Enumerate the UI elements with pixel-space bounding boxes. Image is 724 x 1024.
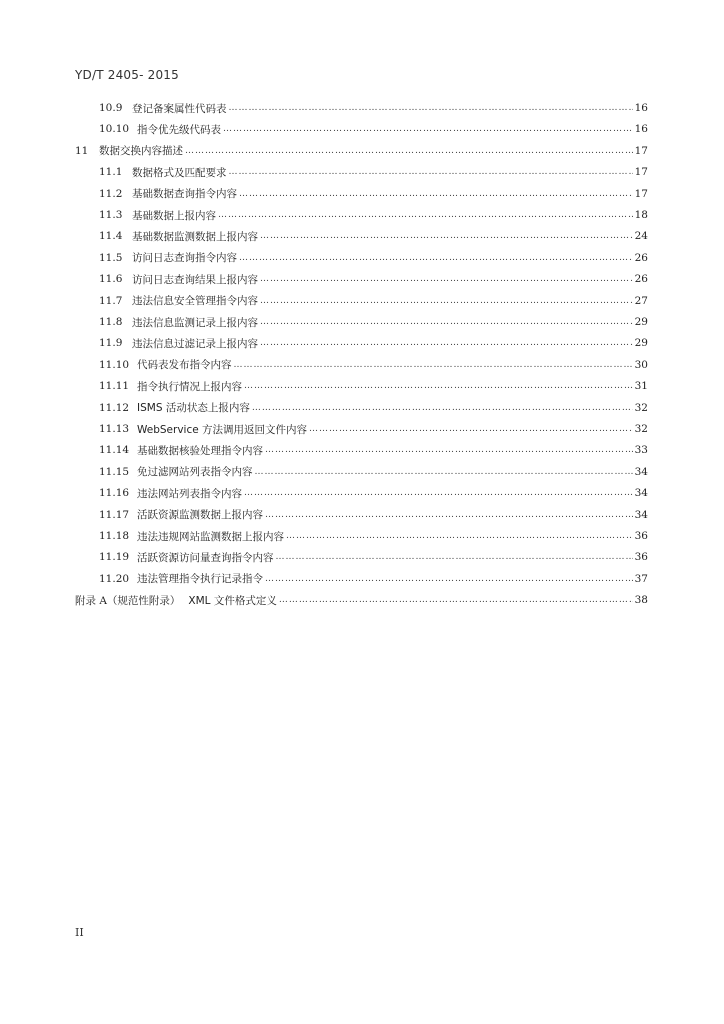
toc-entry-number: 11.14 [99, 444, 130, 457]
toc-entry-number: 11.16 [99, 487, 130, 500]
toc-dot-leader [223, 124, 633, 134]
toc-entry-page: 16 [634, 123, 648, 136]
toc-entry-title: 违法信息安全管理指令内容 [132, 295, 258, 308]
toc-dot-leader [185, 146, 633, 156]
toc-entry-number: 11 [75, 144, 89, 157]
toc-entry-title: 违法信息监测记录上报内容 [132, 316, 258, 329]
toc-entry-title: 数据交换内容描述 [99, 145, 183, 158]
toc-entry[interactable] [99, 526, 648, 546]
document-id-header: YD/T 2405- 2015 [75, 68, 179, 82]
toc-entry-number: 11.2 [99, 187, 123, 200]
toc-dot-leader [244, 488, 633, 498]
toc-entry-number: 11.4 [99, 230, 123, 243]
toc-dot-leader [309, 424, 633, 434]
toc-entry-page: 27 [634, 294, 648, 307]
toc-entry-title: ISMS 活动状态上报内容 [137, 402, 250, 415]
toc-entry-number: 11.11 [99, 380, 130, 393]
toc-entry[interactable] [99, 98, 648, 118]
toc-entry-page: 38 [634, 594, 648, 607]
toc-dot-leader [239, 189, 633, 199]
page-number-footer: II [75, 926, 84, 939]
toc-entry-page: 34 [634, 508, 648, 521]
toc-entry-number: 附录 A（规范性附录） [75, 594, 181, 607]
toc-entry-title: 基础数据上报内容 [132, 209, 216, 222]
toc-dot-leader [244, 381, 633, 391]
toc-entry-number: 11.1 [99, 166, 123, 179]
toc-entry-number: 11.10 [99, 358, 130, 371]
toc-dot-leader [252, 403, 633, 413]
toc-entry-title: 登记备案属性代码表 [132, 102, 227, 115]
toc-entry-page: 36 [634, 530, 648, 542]
toc-entry-title: 违法违规网站监测数据上报内容 [137, 530, 284, 543]
toc-entry[interactable] [99, 269, 648, 289]
toc-entry-title: 基础数据核验处理指令内容 [137, 444, 263, 457]
toc-entry-number: 11.13 [99, 423, 130, 435]
toc-entry-page: 29 [634, 316, 648, 328]
toc-entry-number: 10.9 [99, 102, 123, 114]
toc-dot-leader [276, 552, 633, 562]
toc-entry-number: 11.20 [99, 572, 130, 585]
toc-entry-page: 32 [634, 401, 648, 414]
toc-entry-title: XML 文件格式定义 [188, 594, 277, 607]
toc-entry-page: 32 [634, 423, 648, 435]
toc-entry[interactable] [99, 505, 648, 525]
toc-entry-page: 34 [634, 487, 648, 500]
toc-entry[interactable] [99, 419, 648, 439]
toc-entry[interactable] [99, 440, 648, 460]
toc-entry-number: 11.9 [99, 337, 123, 350]
toc-entry-page: 31 [634, 380, 648, 393]
toc-entry-title: 指令执行情况上报内容 [137, 380, 242, 393]
toc-dot-leader [286, 531, 633, 541]
toc-entry-page: 24 [634, 230, 648, 243]
toc-dot-leader [279, 595, 633, 605]
toc-dot-leader [218, 210, 633, 220]
toc-entry-number: 11.7 [99, 294, 123, 307]
toc-entry-title: 活跃资源监测数据上报内容 [137, 509, 263, 522]
toc-entry[interactable] [75, 141, 648, 161]
toc-entry-number: 11.15 [99, 465, 130, 478]
toc-dot-leader [255, 467, 633, 477]
toc-entry-title: 指令优先级代码表 [137, 123, 221, 136]
toc-entry[interactable] [99, 119, 648, 139]
toc-entry-page: 18 [634, 209, 648, 221]
toc-entry[interactable] [99, 547, 648, 567]
toc-entry-title: 基础数据监测数据上报内容 [132, 230, 258, 243]
toc-entry-page: 37 [634, 572, 648, 585]
toc-entry-page: 17 [634, 166, 648, 179]
toc-entry[interactable] [99, 376, 648, 396]
toc-entry-title: 违法管理指令执行记录指令 [137, 573, 263, 586]
toc-entry[interactable] [99, 312, 648, 332]
toc-entry[interactable] [99, 462, 648, 482]
toc-entry[interactable] [99, 162, 648, 182]
toc-entry-page: 26 [634, 251, 648, 264]
toc-entry-number: 11.5 [99, 251, 123, 264]
toc-entry-page: 29 [634, 337, 648, 350]
toc-entry-page: 34 [634, 465, 648, 478]
toc-entry[interactable] [99, 483, 648, 503]
toc-entry-title: WebService 方法调用返回文件内容 [137, 423, 308, 436]
toc-entry-page: 26 [634, 273, 648, 286]
toc-entry-number: 11.19 [99, 551, 130, 564]
toc-entry-title: 访问日志查询指令内容 [132, 252, 237, 265]
toc-entry-title: 代码表发布指令内容 [137, 359, 232, 372]
toc-dot-leader [260, 296, 633, 306]
toc-entry[interactable] [99, 226, 648, 246]
toc-dot-leader [239, 253, 633, 263]
toc-entry-number: 11.8 [99, 316, 123, 328]
toc-dot-leader [260, 274, 633, 284]
toc-entry-page: 16 [634, 102, 648, 114]
toc-entry-title: 免过滤网站列表指令内容 [137, 466, 253, 479]
toc-entry-page: 33 [634, 444, 648, 457]
toc-entry[interactable] [99, 248, 648, 268]
toc-entry-number: 11.18 [99, 530, 130, 542]
toc-entry-number: 10.10 [99, 123, 130, 136]
toc-dot-leader [265, 445, 633, 455]
toc-entry[interactable] [75, 590, 648, 610]
toc-entry[interactable] [99, 291, 648, 311]
toc-dot-leader [229, 167, 633, 177]
toc-entry-title: 违法网站列表指令内容 [137, 487, 242, 500]
toc-entry-number: 11.12 [99, 401, 130, 414]
toc-entry-page: 36 [634, 551, 648, 564]
toc-entry[interactable] [99, 205, 648, 225]
toc-entry-title: 违法信息过滤记录上报内容 [132, 337, 258, 350]
toc-entry[interactable] [99, 184, 648, 204]
toc-entry-page: 17 [634, 187, 648, 200]
toc-entry-title: 基础数据查询指令内容 [132, 188, 237, 201]
toc-entry[interactable] [99, 398, 648, 418]
toc-dot-leader [260, 231, 633, 241]
toc-dot-leader [265, 510, 633, 520]
toc-entry-number: 11.6 [99, 273, 123, 286]
toc-dot-leader [234, 360, 633, 370]
toc-entry[interactable] [99, 569, 648, 589]
toc-dot-leader [260, 338, 633, 348]
toc-dot-leader [229, 103, 633, 113]
toc-entry[interactable] [99, 355, 648, 375]
toc-entry[interactable] [99, 333, 648, 353]
toc-entry-title: 数据格式及匹配要求 [132, 166, 227, 179]
toc-dot-leader [260, 317, 633, 327]
toc-entry-page: 30 [634, 358, 648, 371]
toc-entry-page: 17 [634, 144, 648, 157]
toc-entry-number: 11.3 [99, 209, 123, 221]
toc-dot-leader [265, 574, 633, 584]
toc-entry-title: 活跃资源访问量查询指令内容 [137, 551, 274, 564]
toc-entry-number: 11.17 [99, 508, 130, 521]
toc-entry-title: 访问日志查询结果上报内容 [132, 273, 258, 286]
